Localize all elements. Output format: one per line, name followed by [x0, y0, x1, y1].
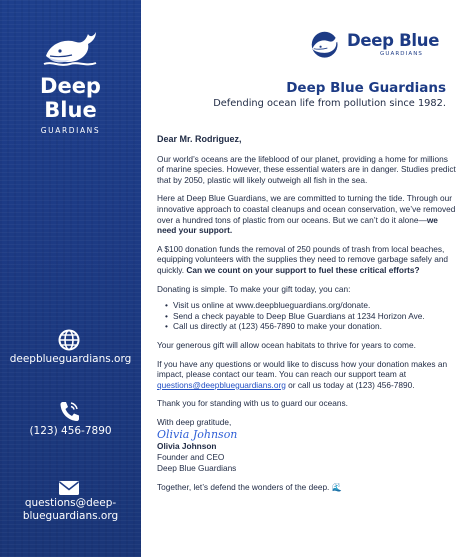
list-item: • Call us directly at (123) 456-7890 to make your donation. — [165, 321, 457, 332]
signer-org: Deep Blue Guardians — [157, 462, 237, 473]
paragraph-2-bold: we need your support. — [157, 214, 438, 236]
signature: Olivia Johnson — [157, 428, 238, 442]
donation-options-list — [165, 300, 457, 332]
paragraph-4: Donating is simple. To make your gift today, you can: — [157, 283, 351, 294]
paragraph-2 — [157, 193, 457, 235]
list-item: • Send a check payable to Deep Blue Guardians at 1234 Horizon Ave. — [165, 311, 457, 322]
signer-name: Olivia Johnson — [157, 441, 217, 452]
header-brand-sub: GUARDIANS — [380, 51, 423, 57]
letter-body — [157, 134, 457, 501]
phone-icon — [56, 399, 82, 423]
globe-icon — [56, 328, 82, 352]
salutation: Dear Mr. Rodriguez, — [157, 134, 242, 144]
org-tagline: Defending ocean life from pollution since 1982. — [213, 98, 446, 109]
whale-icon — [307, 27, 345, 61]
sidebar-email-line2[interactable]: blueguardians.org — [22, 510, 119, 522]
paragraph-6-text: If you have any questions or would like to discuss how your donation makes an impact, please contact our team. You can reach our support team at — [157, 358, 448, 380]
letter-page — [141, 0, 474, 557]
paragraph-7: Thank you for standing with us to guard our oceans. — [157, 398, 348, 409]
closing: With deep gratitude, — [157, 416, 232, 427]
sidebar-brand-word2: Blue — [44, 98, 97, 122]
header-logo — [307, 27, 457, 63]
whale-logo-icon — [42, 26, 98, 68]
paragraph-3 — [157, 244, 457, 276]
support-email-link[interactable]: questions@deepblueguardians.org — [157, 379, 286, 390]
sidebar-email-line1[interactable]: questions@deep- — [24, 497, 117, 509]
signer-title: Founder and CEO — [157, 452, 225, 463]
paragraph-1: Our world’s oceans are the lifeblood of our planet, providing a home for millions of marine species. However, these essential waters are in danger. Studies predict that by 2050, plastic will likely outweigh all fish in the sea. — [157, 153, 456, 185]
paragraph-6-after: or call us today at (123) 456-7890. — [285, 379, 415, 390]
paragraph-2-text: Here at Deep Blue Guardians, we are committed to turning the tide. Through our innovative approach to coastal cleanups and ocean conservation, we’ve removed over a hundred tons of plastic from our oceans. But we can’t do it alone— — [157, 193, 456, 225]
sidebar-brand-word1: Deep — [40, 74, 101, 98]
paragraph-6 — [157, 359, 457, 391]
sidebar-website[interactable]: deepblueguardians.org — [9, 353, 132, 365]
paragraph-3-bold: Can we count on your support to fuel these critical efforts? — [186, 264, 420, 275]
paragraph-3-text: A $100 donation funds the removal of 250 pounds of trash from local beaches, equipping volunteers with the supplies they need to remove garbage safely and quickly. — [157, 243, 449, 275]
list-item: • Visit us online at www.deepblueguardians.org/donate. — [165, 300, 457, 311]
paragraph-5: Your generous gift will allow ocean habitats to thrive for years to come. — [157, 339, 416, 350]
header-brand-name: Deep Blue — [347, 31, 440, 50]
final-line: Together, let’s defend the wonders of the deep. 🌊 — [157, 482, 342, 493]
sidebar — [0, 0, 141, 557]
closing-block — [157, 417, 457, 473]
sidebar-phone[interactable]: (123) 456-7890 — [29, 425, 112, 437]
org-title: Deep Blue Guardians — [286, 80, 446, 96]
sidebar-brand-sub: GUARDIANS — [40, 126, 101, 135]
